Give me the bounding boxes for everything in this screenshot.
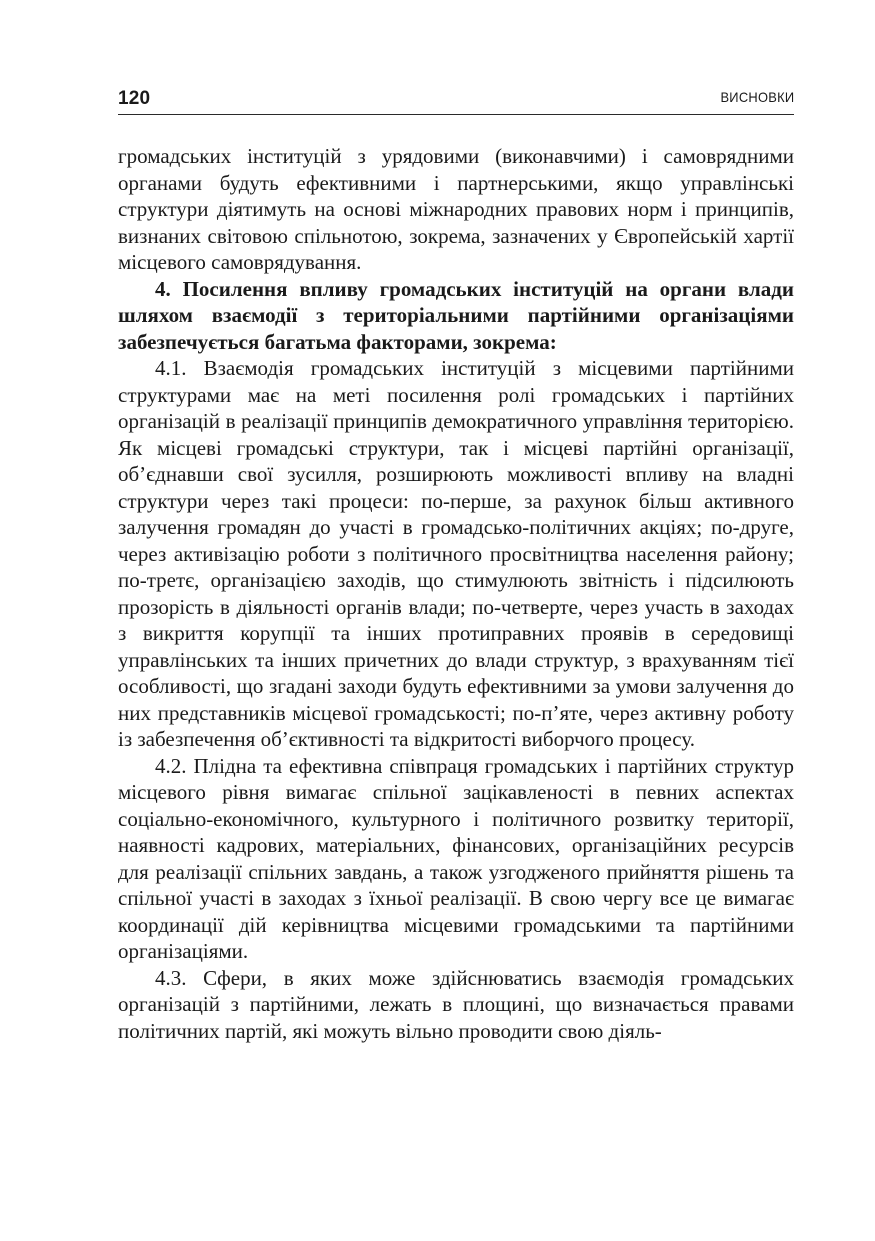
paragraph-4-1: 4.1. Взаємодія громадських інституцій з місцевими партійними структурами має на меті посилення ролі громадських і партійних організацій в реалізації принципів демократичного управління територією. Як місцеві громадські структури, так і місцеві партійні організації, об’єднавши свої зусилля, розширюють можливості впливу на владні структури через такі процеси: по-перше, за рахунок більш активного залучення громадян до участі в громадсько-політичних акціях; по-друге, через активізацію роботи з політичного просвітництва населення району; по-третє, організацією заходів, що стимулюють звітність і підсилюють прозорість в діяльності органів влади; по-четверте, через участь в заходах з викриття корупції та інших протиправних проявів в середовищі управлінських та інших причетних до влади структур, з врахуванням тієї особливості, що згадані заходи будуть ефективними за умови залучення до них представників місцевої громадськості; по-п’яте, через активну роботу із забезпечення об’єктивності та відкритості виборчого процесу. (118, 356, 794, 751)
body-text (118, 143, 794, 1044)
paragraph-4-2: 4.2. Плідна та ефективна співпраця громадських і партійних структур місцевого рівня вимагає спільної зацікавленості в певних аспектах соціально-економічного, культурного і політичного розвитку території, наявності кадрових, матеріальних, фінансових, організаційних ресурсів для реалізації спільних завдань, а також узгодженого прийняття рішень та спільної участі в заходах з їхньої реалізації. В свою чергу все це вимагає координації дій керівництва місцевими громадськими та партійними організаціями. (118, 753, 794, 963)
paragraph-continuation: громадських інституцій з урядовими (виконавчими) і самоврядними органами будуть ефективними і партнерськими, якщо управлінські структури діятимуть на основі міжнародних правових норм і принципів, визнаних світовою спільнотою, зокрема, зазначених у Європейській хартії місцевого самоврядування. (118, 144, 794, 274)
section-title: ВИСНОВКИ (719, 89, 794, 105)
running-header (118, 84, 794, 115)
paragraph-conclusion-4-heading: 4. Посилення впливу громадських інституцій на органи влади шляхом взаємодії з територіальними партійними організаціями забезпечується багатьма факторами, зокрема: (118, 276, 794, 354)
page-number: 120 (118, 88, 151, 109)
paragraph-4-3: 4.3. Сфери, в яких може здійснюватись взаємодія громадських організацій з партійними, лежать в площині, що визначається правами політичних партій, які можуть вільно проводити свою діяль- (118, 965, 794, 1043)
